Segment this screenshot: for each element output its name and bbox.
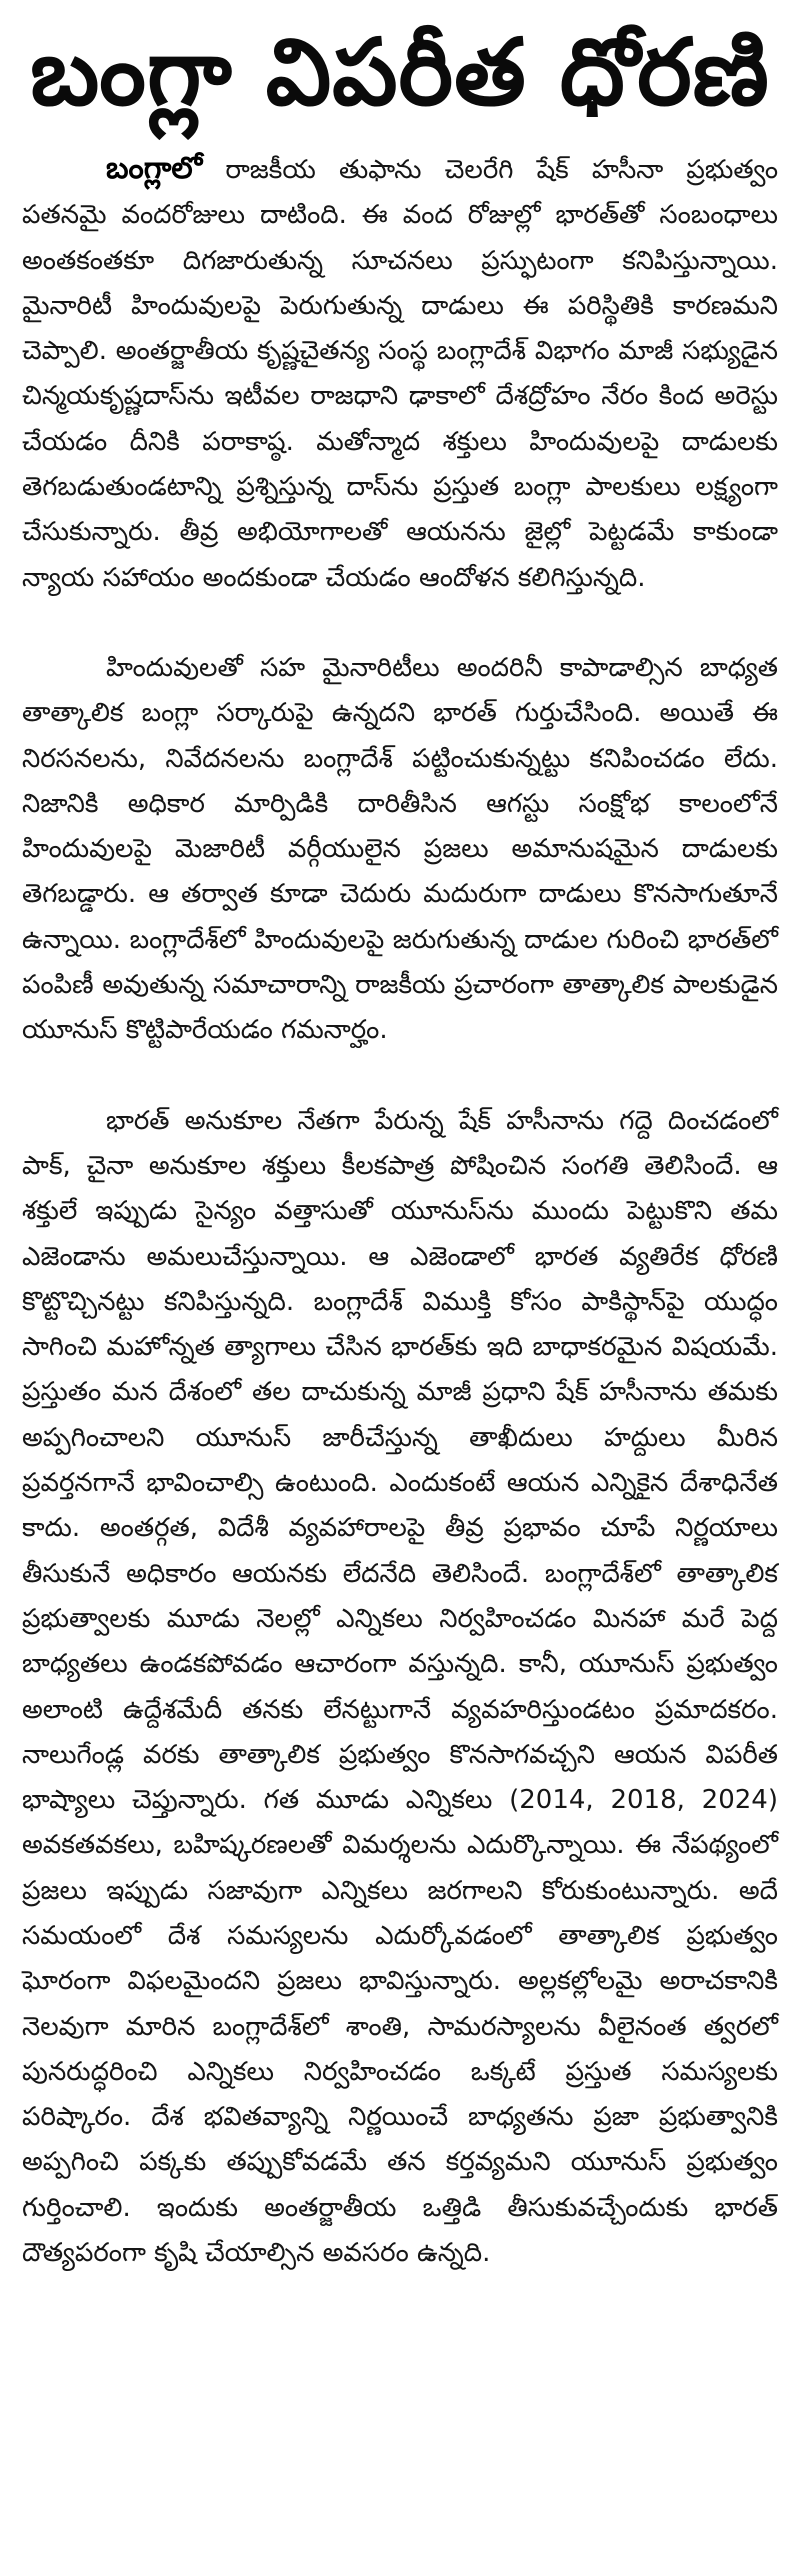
paragraph-1 xyxy=(22,146,778,601)
lead-word: బంగ్లాలో xyxy=(106,151,203,186)
paragraph-2: హిందువులతో సహ మైనారిటీలు అందరినీ కాపాడాల్సిన బాధ్యత తాత్కాలిక బంగ్లా సర్కారుపై ఉన్నదని భారత్ గుర్తుచేసింది. అయితే ఈ నిరసనలను, నివేదనలను బంగ్లాదేశ్ పట్టించుకున్నట్టు కనిపించడం లేదు. నిజానికి అధికార మార్పిడికి దారితీసిన ఆగస్టు సంక్షోభ కాలంలోనే హిందువులపై మెజారిటీ వర్గీయులైన ప్రజలు అమానుషమైన దాడులకు తెగబడ్డారు. ఆ తర్వాత కూడా చెదురు మదురుగా దాడులు కొనసాగుతూనే ఉన్నాయి. బంగ్లాదేశ్‌లో హిందువులపై జరుగుతున్న దాడుల గురించి భారత్‌లో పంపిణీ అవుతున్న సమాచారాన్ని రాజకీయ ప్రచారంగా తాత్కాలిక పాలకుడైన యూనుస్ కొట్టిపారేయడం గమనార్హం. xyxy=(22,652,778,1046)
headline: బంగ్లా విపరీత ధోరణి xyxy=(30,19,770,126)
paragraph-1-text: రాజకీయ తుఫాను చెలరేగి షేక్ హసీనా ప్రభుత్వం పతనమై వందరోజులు దాటింది. ఈ వంద రోజుల్లో భారత్‌తో సంబంధాలు అంతకంతకూ దిగజారుతున్న సూచనలు ప్రస్ఫుటంగా కనిపిస్తున్నాయి. మైనారిటీ హిందువులపై పెరుగుతున్న దాడులు ఈ పరిస్థితికి కారణమని చెప్పాలి. అంతర్జాతీయ కృష్ణచైతన్య సంస్థ బంగ్లాదేశ్ విభాగం మాజీ సభ్యుడైన చిన్మయకృష్ణదాస్‌ను ఇటీవల రాజధాని ఢాకాలో దేశద్రోహం నేరం కింద అరెస్టు చేయడం దీనికి పరాకాష్ఠ. మతోన్మాద శక్తులు హిందువులపై దాడులకు తెగబడుతుండటాన్ని ప్రశ్నిస్తున్న దాస్‌ను ప్రస్తుత బంగ్లా పాలకులు లక్ష్యంగా చేసుకున్నారు. తీవ్ర అభియోగాలతో ఆయనను జైల్లో పెట్టడమే కాకుండా న్యాయ సహాయం అందకుండా చేయడం ఆందోళన కలిగిస్తున్నది. xyxy=(22,155,778,593)
paragraph-3: భారత్ అనుకూల నేతగా పేరున్న షేక్ హసీనాను గద్దె దించడంలో పాక్, చైనా అనుకూల శక్తులు కీలకపాత్ర పోషించిన సంగతి తెలిసిందే. ఆ శక్తులే ఇప్పుడు సైన్యం వత్తాసుతో యూనుస్‌ను ముందు పెట్టుకొని తమ ఎజెండాను అమలుచేస్తున్నాయి. ఆ ఎజెండాలో భారత వ్యతిరేక ధోరణి కొట్టొచ్చినట్టు కనిపిస్తున్నది. బంగ్లాదేశ్ విముక్తి కోసం పాకిస్థాన్‌పై యుద్ధం సాగించి మహోన్నత త్యాగాలు చేసిన భారత్‌కు ఇది బాధాకరమైన విషయమే. ప్రస్తుతం మన దేశంలో తల దాచుకున్న మాజీ ప్రధాని షేక్ హసీనాను తమకు అప్పగించాలని యూనుస్ జారీచేస్తున్న తాఖీదులు హద్దులు మీరిన ప్రవర్తనగానే భావించాల్సి ఉంటుంది. ఎందుకంటే ఆయన ఎన్నికైన దేశాధినేత కాదు. అంతర్గత, విదేశీ వ్యవహారాలపై తీవ్ర ప్రభావం చూపే నిర్ణయాలు తీసుకునే అధికారం ఆయనకు లేదనేది తెలిసిందే. బంగ్లాదేశ్‌లో తాత్కాలిక ప్రభుత్వాలకు మూడు నెలల్లో ఎన్నికలు నిర్వహించడం మినహా మరే పెద్ద బాధ్యతలు ఉండకపోవడం ఆచారంగా వస్తున్నది. కానీ, యూనుస్ ప్రభుత్వం అలాంటి ఉద్దేశమేదీ తనకు లేనట్టుగానే వ్యవహరిస్తుండటం ప్రమాదకరం. నాలుగేండ్ల వరకు తాత్కాలిక ప్రభుత్వం కొనసాగవచ్చని ఆయన విపరీత భాష్యాలు చెప్తున్నారు. గత మూడు ఎన్నికలు (2014, 2018, 2024) అవకతవకలు, బహిష్కరణలతో విమర్శలను ఎదుర్కొన్నాయి. ఈ నేపథ్యంలో ప్రజలు ఇప్పుడు సజావుగా ఎన్నికలు జరగాలని కోరుకుంటున్నారు. అదే సమయంలో దేశ సమస్యలను ఎదుర్కోవడంలో తాత్కాలిక ప్రభుత్వం ఘోరంగా విఫలమైందని ప్రజలు భావిస్తున్నారు. అల్లకల్లోలమై అరాచకానికి నెలవుగా మారిన బంగ్లాదేశ్‌లో శాంతి, సామరస్యాలను వీలైనంత త్వరలో పునరుద్ధరించి ఎన్నికలు నిర్వహించడం ఒక్కటే ప్రస్తుత సమస్యలకు పరిష్కారం. దేశ భవితవ్యాన్ని నిర్ణయించే బాధ్యతను ప్రజా ప్రభుత్వానికి అప్పగించి పక్కకు తప్పుకోవడమే తన కర్తవ్యమని యూనుస్ ప్రభుత్వం గుర్తించాలి. ఇందుకు అంతర్జాతీయ ఒత్తిడి తీసుకువచ్చేందుకు భారత్ దౌత్యపరంగా కృషి చేయాల్సిన అవసరం ఉన్నది. xyxy=(22,1105,778,2269)
